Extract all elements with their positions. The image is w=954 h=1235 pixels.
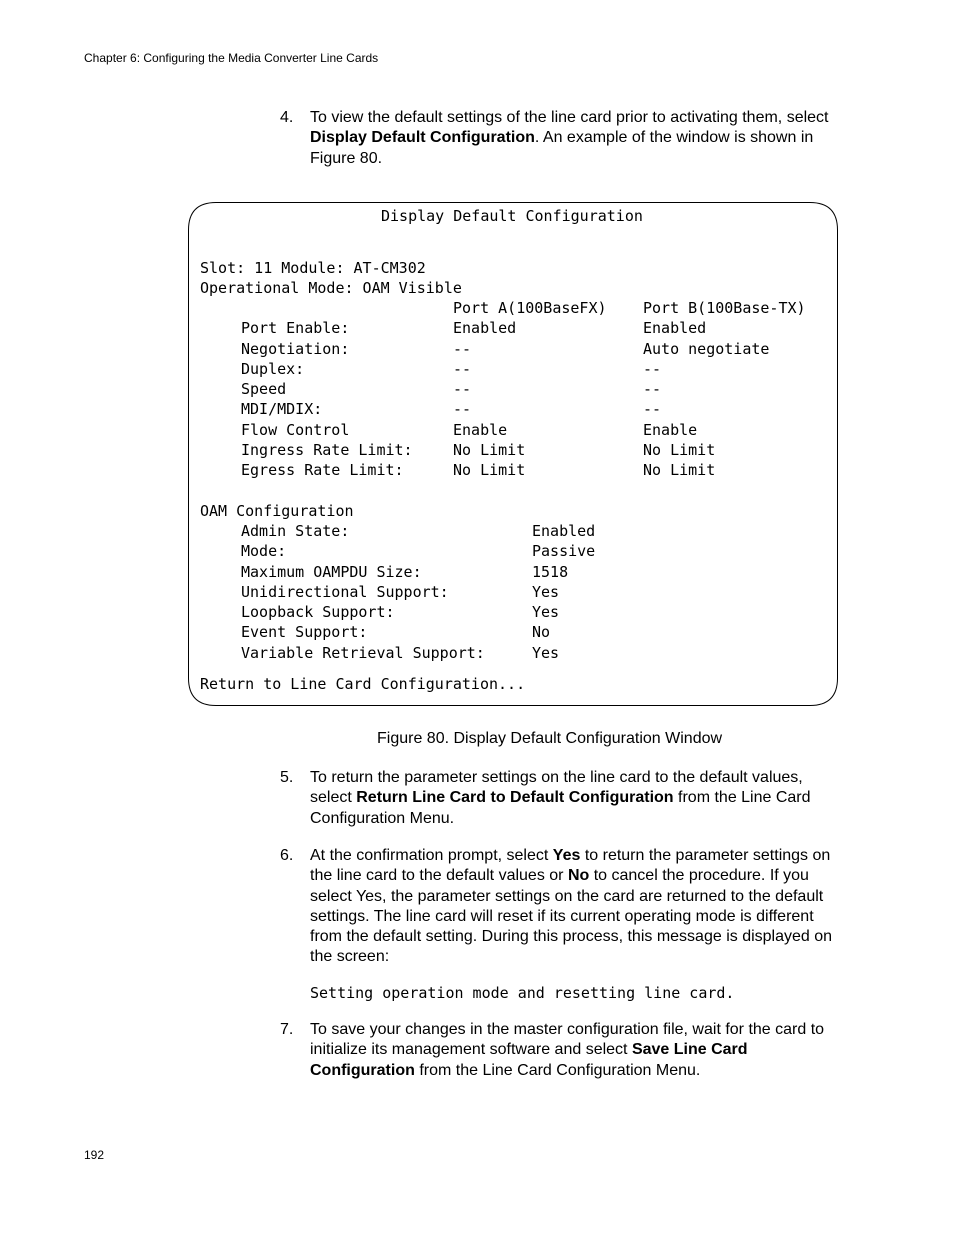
step-text-part: To view the default settings of the line card prior to activating them, select [310, 109, 829, 126]
screen-title: Display Default Configuration [381, 207, 643, 225]
terminal-screen-figure [188, 202, 838, 706]
step-number: 6. [280, 847, 294, 864]
port-a-value: -- [453, 360, 472, 378]
port-b-value: No Limit [643, 441, 716, 459]
port-a-value: Enabled [453, 319, 517, 337]
operational-mode-line: Operational Mode: OAM Visible [200, 279, 462, 297]
step-6 [280, 846, 840, 968]
screen-message: Setting operation mode and resetting line card. [310, 984, 735, 1002]
port-b-header: Port B(100Base-TX) [643, 299, 806, 317]
page-number: 192 [84, 1148, 105, 1162]
port-a-value: No Limit [453, 461, 526, 479]
port-a-value: -- [453, 380, 472, 398]
step-text-part: to return the parameter settings on the line card to the default values or [310, 847, 831, 885]
port-b-value: -- [643, 380, 662, 398]
step-bold-term: No [567, 867, 590, 885]
step-5 [280, 768, 840, 829]
port-row-label: Duplex: [241, 360, 305, 378]
oam-row-value: 1518 [532, 563, 569, 581]
port-b-value: Enable [643, 421, 698, 439]
step-text [310, 1020, 840, 1081]
step-bold-term: Save Line Card Configuration [310, 1041, 748, 1079]
oam-row-label: Mode: [241, 542, 287, 560]
step-number: 7. [280, 1021, 294, 1038]
oam-row-label: Loopback Support: [241, 603, 395, 621]
oam-row-value: Yes [532, 583, 560, 601]
step-text-part: . An example of the window is shown in Figure 80. [310, 129, 814, 167]
port-b-value: Enabled [643, 319, 707, 337]
step-text-part: from the Line Card Configuration Menu. [310, 789, 811, 827]
running-header: Chapter 6: Configuring the Media Converter Line Cards [84, 51, 379, 65]
step-text [310, 846, 840, 968]
return-menu-option: Return to Line Card Configuration... [200, 675, 526, 693]
port-row-label: Ingress Rate Limit: [241, 441, 413, 459]
oam-title: OAM Configuration [200, 502, 354, 520]
step-text [310, 108, 840, 169]
step-bold-term: Yes [552, 847, 581, 864]
port-a-value: -- [453, 340, 472, 358]
figure-caption: Figure 80. Display Default Configuration Window [377, 730, 723, 747]
oam-row-label: Admin State: [241, 522, 350, 540]
step-text-part: To save your changes in the master configuration file, wait for the card to initialize its management software and select [310, 1021, 825, 1059]
port-row-label: Speed [241, 380, 287, 398]
step-7 [280, 1020, 840, 1081]
step-text-part: to cancel the procedure. If you select Yes, the parameter settings on the card are returned to the default settings. The line card will reset if its current operating mode is different from the default setting. During this process, this message is displayed on the screen: [310, 867, 833, 966]
port-a-header: Port A(100BaseFX) [453, 299, 607, 317]
oam-row-label: Maximum OAMPDU Size: [241, 563, 422, 581]
port-a-value: Enable [453, 421, 508, 439]
step-text-part: At the confirmation prompt, select [310, 847, 553, 864]
port-b-value: No Limit [643, 461, 716, 479]
step-text [310, 768, 840, 829]
port-row-label: Port Enable: [241, 319, 350, 337]
port-a-value: No Limit [453, 441, 526, 459]
port-row-label: Flow Control [241, 421, 350, 439]
oam-row-value: No [532, 623, 551, 641]
port-row-label: Negotiation: [241, 340, 350, 358]
step-bold-term: Return Line Card to Default Configuration [356, 789, 674, 807]
port-b-value: -- [643, 360, 662, 378]
oam-row-value: Yes [532, 603, 560, 621]
port-b-value: -- [643, 400, 662, 418]
oam-row-value: Yes [532, 644, 560, 662]
port-a-value: -- [453, 400, 472, 418]
step-4 [280, 108, 840, 169]
step-bold-term: Display Default Configuration [310, 129, 535, 147]
step-text-part: from the Line Card Configuration Menu. [414, 1061, 701, 1079]
port-row-label: Egress Rate Limit: [241, 461, 404, 479]
oam-row-label: Event Support: [241, 623, 368, 641]
port-row-label: MDI/MDIX: [241, 400, 323, 418]
oam-row-value: Enabled [532, 522, 596, 540]
step-number: 5. [280, 769, 294, 786]
oam-row-label: Variable Retrieval Support: [241, 644, 485, 662]
step-number: 4. [280, 109, 294, 126]
port-b-value: Auto negotiate [643, 340, 770, 358]
oam-row-value: Passive [532, 542, 596, 560]
slot-module-line: Slot: 11 Module: AT-CM302 [200, 259, 426, 277]
step-text-part: To return the parameter settings on the line card to the default values, select [310, 769, 803, 807]
oam-row-label: Unidirectional Support: [241, 583, 449, 601]
